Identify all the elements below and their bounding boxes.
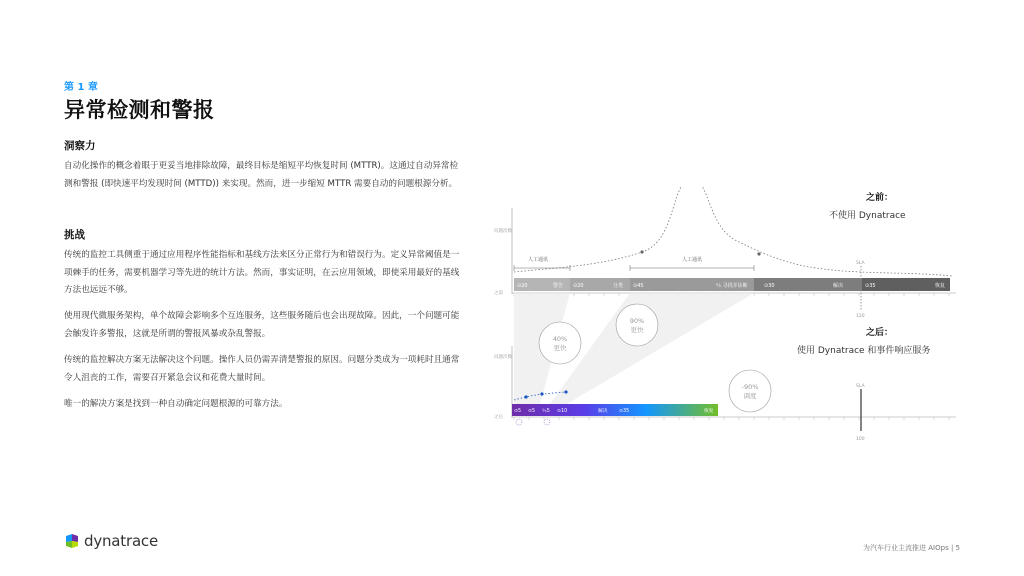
bubble-minus90-label: 调度 bbox=[743, 392, 757, 400]
paragraph: 使用现代微服务架构，单个故障会影响多个互连服务，这些服务随后也会出现故障。因此，一个问题可能会触发许多警报，这就是所谓的警报风暴或杂乱警报。 bbox=[64, 311, 460, 339]
curve-point bbox=[524, 395, 527, 398]
sla-label-top: SLA bbox=[856, 261, 865, 266]
bar-before-label: ⊙45 bbox=[633, 283, 644, 289]
sla-label-bottom: SLA bbox=[856, 384, 865, 389]
page-title: 异常检测和警报 bbox=[64, 98, 215, 122]
bar-before-label: 警告 bbox=[553, 283, 564, 289]
bar-after-label: ⊙5 bbox=[528, 409, 536, 414]
curve-point bbox=[540, 392, 543, 395]
x-axis-ticks-bottom bbox=[514, 417, 949, 420]
bar-before-label: ⊙20 bbox=[573, 283, 584, 289]
improvement-bubble-minus90 bbox=[729, 370, 771, 412]
bubble-40-label: 更快 bbox=[553, 344, 567, 352]
bar-after-label: ％5 bbox=[542, 409, 550, 414]
bar-before-label: ⊙20 bbox=[517, 283, 528, 289]
bar-after-label: 恢复 bbox=[704, 409, 714, 414]
logo-text: dynatrace bbox=[84, 532, 159, 550]
bar-after-label: ⊙5 bbox=[514, 409, 522, 414]
section-heading-insight: 洞察力 bbox=[64, 140, 96, 152]
bar-before-label: ⊙35 bbox=[865, 283, 876, 289]
bar-before-label: ％ 寻找并诊断 bbox=[716, 283, 748, 289]
paragraph: 传统的监控工具侧重于通过应用程序性能指标和基线方法来区分正常行为和错误行为。定义异常阈值是一项棘手的任务，需要机器学习等先进的统计方法。然而，事实证明，在云应用领域，即使采用最好的基线方法也远远不够。 bbox=[64, 250, 460, 295]
bubble-minus90-value: -90% bbox=[741, 383, 759, 391]
paragraph: 唯一的解决方案是找到一种自动确定问题根源的可靠方法。 bbox=[64, 399, 288, 409]
paragraph: 传统的监控解决方案无法解决这个问题。操作人员仍需弄清楚警报的原因。问题分类成为一项耗时且通常令人沮丧的工作，需要召开紧急会议和花费大量时间。 bbox=[64, 355, 460, 383]
bar-before-label: ⊙30 bbox=[764, 283, 775, 289]
curve-point bbox=[640, 250, 643, 253]
bar-before-label: 恢复 bbox=[935, 283, 946, 289]
section-heading-challenge: 挑战 bbox=[64, 229, 85, 241]
tick-100: 100 bbox=[856, 437, 865, 442]
dynatrace-logo-icon bbox=[64, 533, 80, 549]
bar-after-label: ⊙10 bbox=[557, 409, 568, 414]
footer-text: 为汽车行业主流推进 AIOps | 5 bbox=[863, 544, 960, 552]
bar-before-label: 分类 bbox=[613, 283, 624, 289]
bar-before-label: 解决 bbox=[833, 283, 844, 289]
after-marker bbox=[516, 419, 522, 425]
projection-band-2 bbox=[550, 293, 754, 404]
bar-after-label: ⊙35 bbox=[619, 409, 630, 414]
curve-point bbox=[757, 252, 760, 255]
bubble-90-label: 更快 bbox=[630, 326, 644, 334]
chapter-label: 第 1 章 bbox=[64, 82, 98, 93]
dynatrace-logo bbox=[64, 532, 158, 550]
bubble-40-value: 40% bbox=[552, 335, 568, 343]
curve-point bbox=[564, 390, 567, 393]
tick-120: 120 bbox=[856, 314, 865, 319]
y-label-after: 之后 bbox=[494, 415, 503, 420]
paragraph: 自动化操作的概念着眼于更妥当地排除故障，最终目标是缩短平均恢复时间 (MTTR)。这通过自动异常检测和警报 (即快速平均发现时间 (MTTD)) 来实现。然而，进一步缩短 MTTR 需要自动的问题根源分析。 bbox=[64, 161, 459, 189]
bar-after-label: 解决 bbox=[598, 409, 608, 414]
improvement-bubble-90 bbox=[616, 304, 658, 346]
manual-comm-label-2: 人工通讯 bbox=[682, 257, 703, 263]
after-marker bbox=[544, 419, 550, 425]
improvement-bubble-40 bbox=[539, 322, 581, 364]
y-label-before: 之前 bbox=[494, 291, 503, 296]
y-label-bottom: 问题次数 bbox=[494, 355, 512, 360]
bubble-90-value: 90% bbox=[629, 317, 645, 325]
before-subtitle: 不使用 Dynatrace bbox=[829, 211, 906, 221]
after-subtitle: 使用 Dynatrace 和事件响应服务 bbox=[797, 346, 931, 356]
y-label-top: 问题次数 bbox=[494, 229, 512, 234]
before-title: 之前： bbox=[866, 193, 894, 203]
manual-comm-label-1: 人工通讯 bbox=[528, 257, 549, 263]
mttr-comparison-diagram bbox=[492, 186, 962, 448]
after-title: 之后： bbox=[866, 328, 894, 338]
